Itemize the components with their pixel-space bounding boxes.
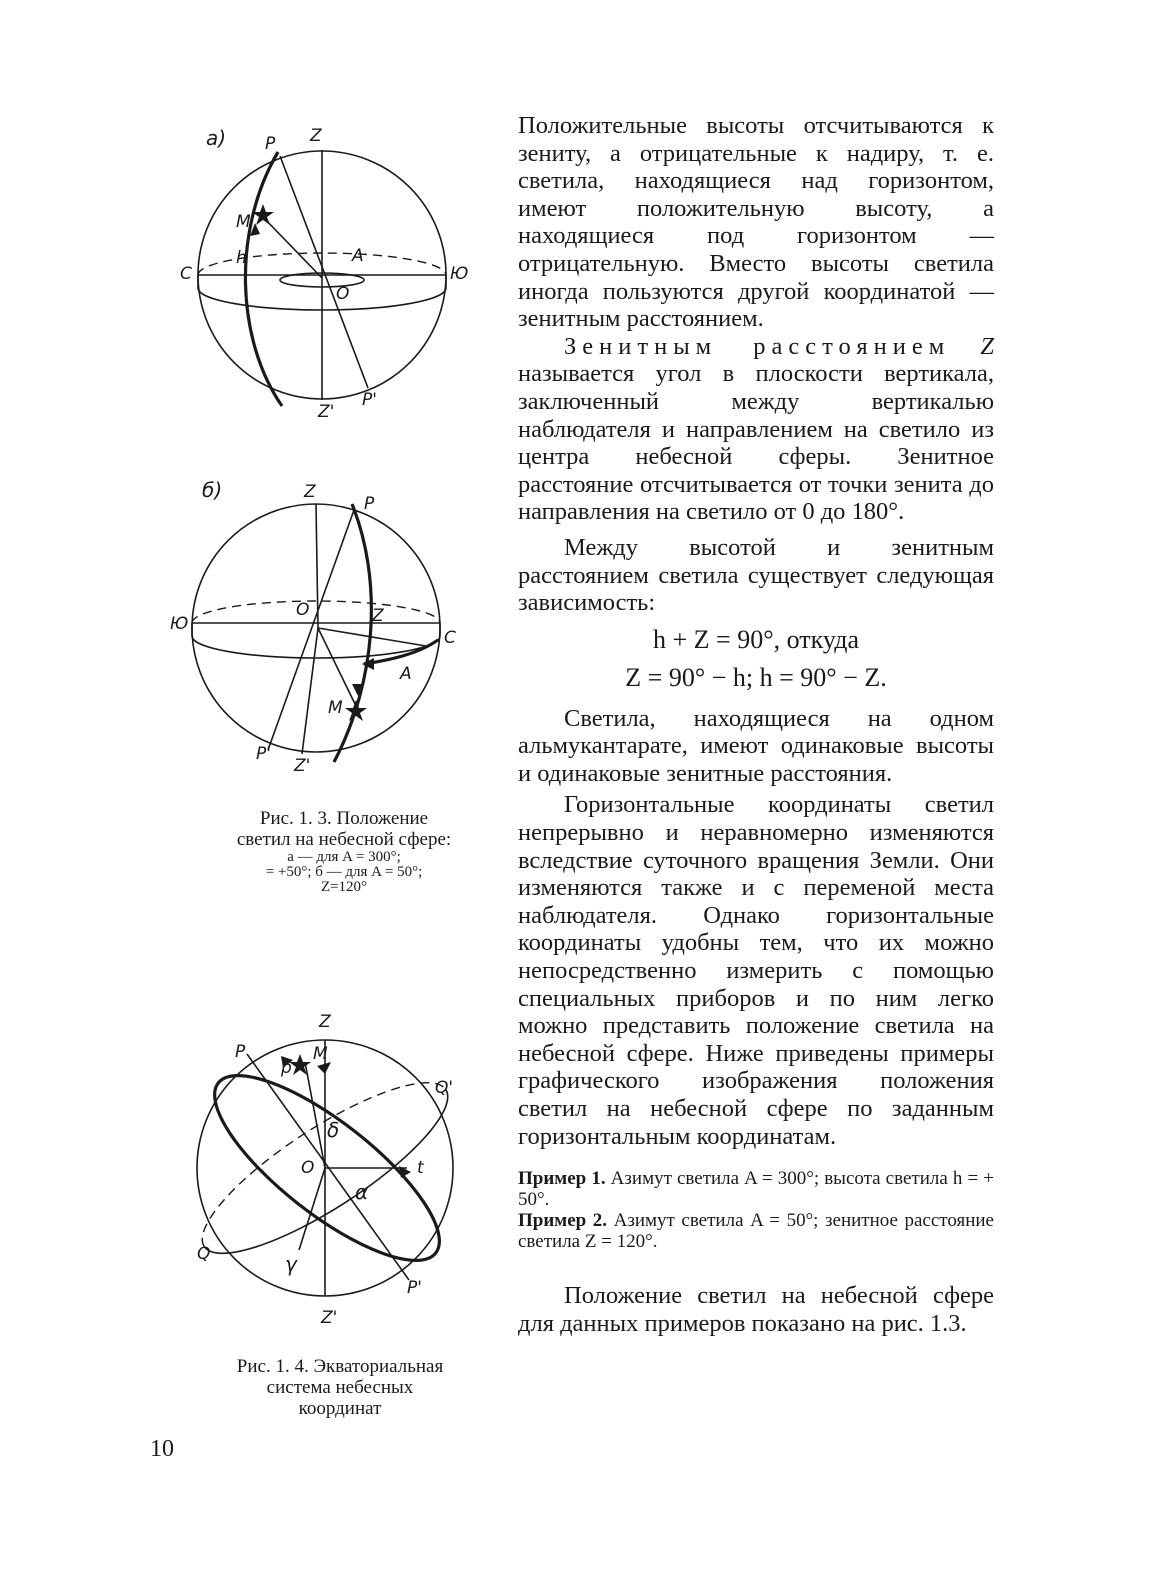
figure-b-drawing xyxy=(168,478,468,778)
paragraph-5: Горизонтальные координаты светил непрерывно и неравномерно изменяются вследствие суточного вращения Земли. Они изменяются также и с переменой места наблюдателя. Однако горизонтальные координаты удобны тем, что их можно непосредственно измерить с помощью специальных приборов и по ним легко можно представить положение светила на небесной сфере. Ниже приведены примеры графического изображения положения светил на небесной сфере по заданным горизонтальным координатам. xyxy=(518,791,994,1150)
paragraph-3: Между высотой и зенитным расстоянием светила существует следующая зависимость: xyxy=(518,533,994,617)
panel-label-b: б) xyxy=(202,478,223,502)
label-south: С xyxy=(444,628,456,648)
caption-line-2: светил на небесной сфере: xyxy=(236,829,452,850)
term-zenith-distance: Зенитным расстоянием xyxy=(564,332,951,360)
label-m: M xyxy=(236,212,251,232)
figure-a-drawing xyxy=(170,120,470,430)
vertical-circle xyxy=(245,152,282,406)
label-z-inner: Z xyxy=(372,606,384,626)
star-m xyxy=(289,1054,311,1075)
label-h: h xyxy=(236,248,247,268)
label-z-prime: Z' xyxy=(321,1308,338,1328)
example-2-text: Азимут светила A = 50°; зенитное расстояние светила Z = 120°. xyxy=(518,1210,994,1253)
example-2 xyxy=(518,1210,994,1252)
figure-a-horizontal-sphere xyxy=(170,120,470,430)
page-number: 10 xyxy=(150,1436,174,1462)
label-t: t xyxy=(417,1158,424,1178)
label-south: С xyxy=(180,264,192,284)
caption-line-5: Z=120° xyxy=(320,879,368,895)
caption-figure-1-3 xyxy=(195,808,493,895)
label-alpha: α xyxy=(355,1180,369,1204)
line-om xyxy=(318,628,356,706)
example-1 xyxy=(518,1168,994,1210)
caption-line-1: Рис. 1. 3. Положение xyxy=(259,808,429,829)
figure-c-drawing xyxy=(185,1010,475,1350)
equator-back xyxy=(182,1056,445,1246)
label-z-prime: Z' xyxy=(294,756,311,776)
star-m xyxy=(345,700,367,721)
example-2-label: Пример 2. xyxy=(518,1210,608,1232)
label-z: Z xyxy=(319,1012,331,1032)
figure-equatorial-sphere xyxy=(185,1010,475,1350)
figure-b-horizontal-sphere xyxy=(168,478,468,778)
label-a: A xyxy=(400,664,412,684)
caption-line-2: система небесных xyxy=(266,1377,414,1398)
label-o: O xyxy=(296,600,310,620)
paragraph-4: Светила, находящиеся на одном альмукантарате, имеют одинаковые высоты и одинаковые зенитные расстояния. xyxy=(518,704,994,787)
formula-1: h + Z = 90°, откуда xyxy=(652,624,860,654)
label-z: Z xyxy=(310,126,322,146)
label-z: Z xyxy=(304,482,316,502)
label-p: P xyxy=(265,134,276,154)
text-column xyxy=(518,112,994,1337)
example-1-text: Азимут светила A = 300°; высота светила h = + 50°. xyxy=(518,1168,994,1211)
label-m: M xyxy=(313,1044,328,1064)
label-m: M xyxy=(328,698,343,718)
horizon-back xyxy=(192,601,440,626)
label-gamma: γ xyxy=(285,1252,297,1276)
caption-line-3: а — для A = 300°; xyxy=(287,849,401,865)
label-p: P xyxy=(364,494,375,514)
label-a: A xyxy=(352,246,364,266)
symbol-z: Z xyxy=(980,332,994,360)
label-yu: Ю xyxy=(170,614,189,634)
caption-line-3: координат xyxy=(298,1398,382,1419)
label-delta: δ xyxy=(327,1118,340,1142)
caption-line-4: = +50°; б — для A = 50°; xyxy=(265,864,423,880)
label-yu: Ю xyxy=(450,264,469,284)
panel-label-a: а) xyxy=(206,126,227,150)
paragraph-2 xyxy=(518,333,994,526)
label-p: P xyxy=(235,1042,246,1062)
label-q-prime: Q' xyxy=(435,1078,454,1098)
label-p-small: p xyxy=(281,1058,292,1078)
label-z-prime: Z' xyxy=(318,402,335,422)
label-p-prime: P' xyxy=(362,390,377,410)
formula-2: Z = 90° − h; h = 90° − Z. xyxy=(625,662,887,692)
example-1-label: Пример 1. xyxy=(518,1168,606,1190)
polar-axis xyxy=(280,156,368,388)
paragraph-1: Положительные высоты отсчитываются к зениту, а отрицательные к надиру, т. е. светила, находящиеся над горизонтом, имеют положительную высоту, а находящиеся под горизонтом — отрицательную. Вместо высоты светила иногда пользуются другой координатой — зенитным расстоянием. xyxy=(518,112,994,333)
line-om xyxy=(305,1062,325,1168)
paragraph-6: Положение светил на небесной сфере для данных примеров показано на рис. 1.3. xyxy=(518,1282,994,1337)
line-om xyxy=(262,216,322,278)
polar-axis xyxy=(247,1054,409,1280)
caption-figure-1-4 xyxy=(190,1356,490,1419)
label-p-prime: P' xyxy=(256,744,271,764)
label-o: O xyxy=(336,284,350,304)
label-q: Q xyxy=(197,1244,211,1264)
label-p-prime: P' xyxy=(407,1278,422,1298)
label-o: O xyxy=(301,1158,315,1178)
caption-line-1: Рис. 1. 4. Экваториальная xyxy=(236,1356,444,1377)
paragraph-2-rest: называется угол в плоскости вертикала, заключенный между вертикалью наблюдателя и направлением на светило из центра небесной сферы. Зенитное расстояние отсчитывается от точки зенита до направления на светило от 0 до 180°. xyxy=(518,360,994,526)
